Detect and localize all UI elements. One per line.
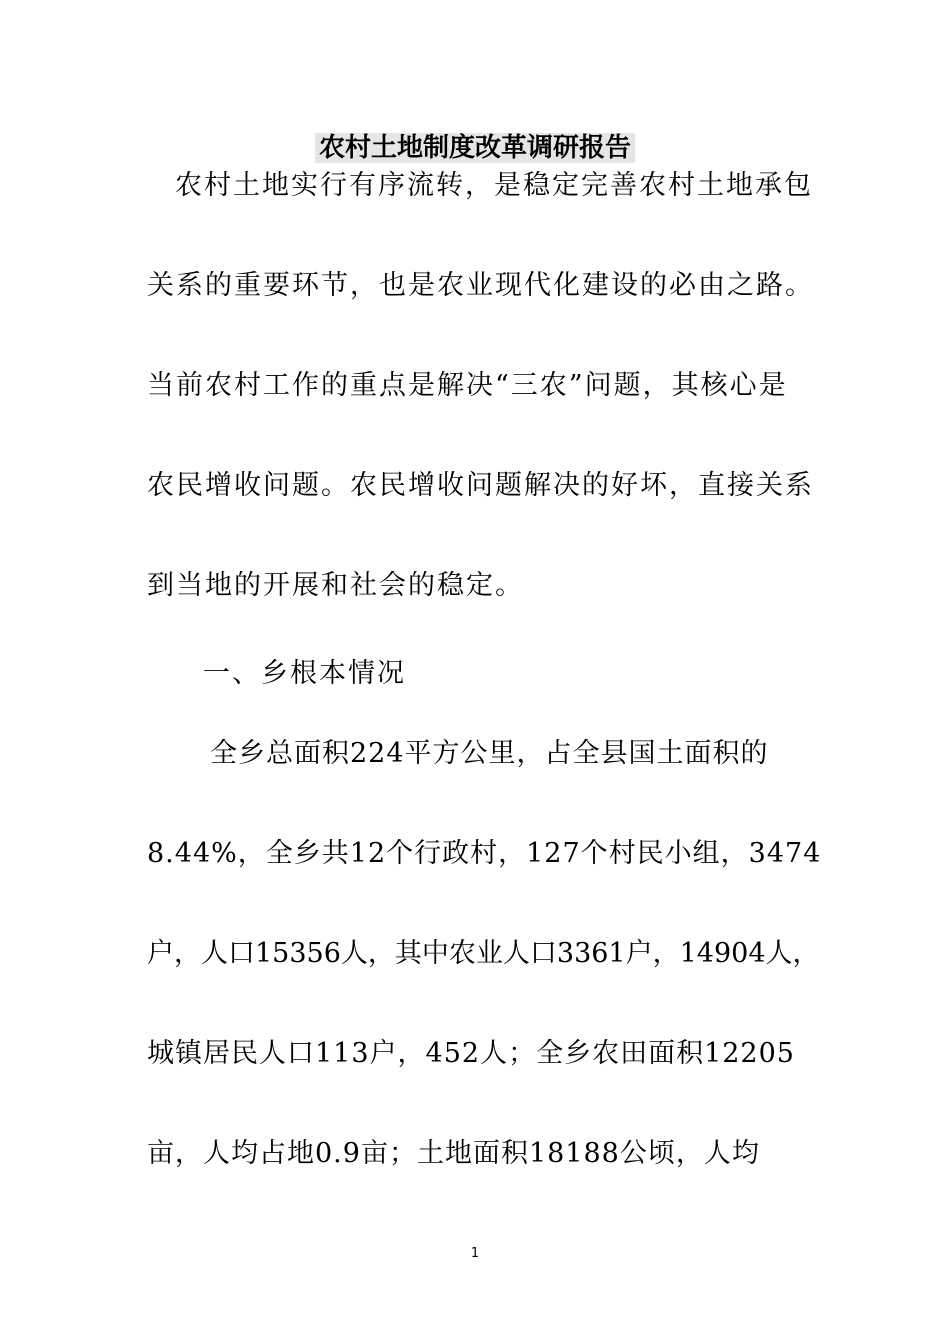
paragraph-line-1: 农村土地实行有序流转，是稳定完善农村土地承包 [175,170,813,201]
paragraph-line-2: 关系的重要环节，也是农业现代化建设的必由之路。 [147,270,814,301]
paragraph-line-6: 全乡总面积224平方公里，占全县国土面积的 [210,738,769,769]
paragraph-line-10: 亩，人均占地0.9亩；土地面积18188公顷，人均 [147,1138,760,1169]
document-title-text: 农村土地制度改革调研报告 [315,133,635,163]
paragraph-line-8: 户，人口15356人，其中农业人口3361户，14904人， [147,938,820,969]
paragraph-line-9: 城镇居民人口113户，452人；全乡农田面积12205 [147,1038,795,1069]
paragraph-line-7: 8.44%，全乡共12个行政村，127个村民小组，3474 [147,838,822,869]
document-title [0,128,950,168]
paragraph-line-5: 到当地的开展和社会的稳定。 [147,570,524,601]
section-heading-1: 一、乡根本情况 [203,658,406,689]
paragraph-line-3: 当前农村工作的重点是解决“三农”问题，其核心是 [147,370,788,401]
paragraph-line-4: 农民增收问题。农民增收问题解决的好坏，直接关系 [147,470,814,501]
page-number: 1 [470,1246,480,1261]
